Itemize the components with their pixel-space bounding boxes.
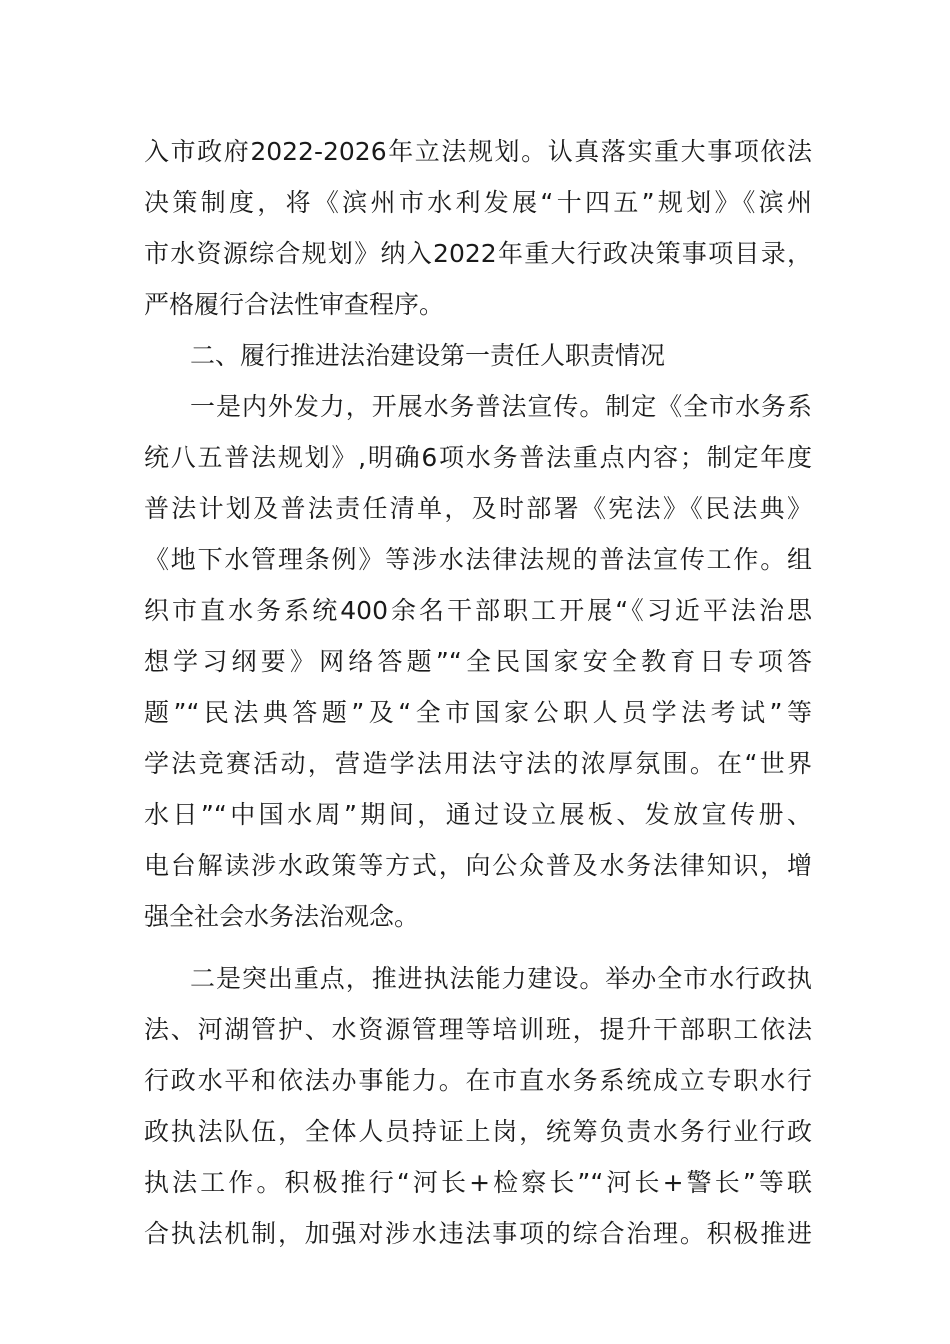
text-line: 政执法队伍，全体人员持证上岗，统筹负责水务行业行政	[144, 1117, 812, 1146]
section-heading: 二、履行推进法治建设第一责任人职责情况	[190, 341, 666, 370]
text-line: 学法竞赛活动，营造学法用法守法的浓厚氛围。在“世界	[144, 749, 812, 778]
text-line: 市水资源综合规划》纳入2022年重大行政决策事项目录，	[144, 239, 812, 268]
paragraph-spacer	[144, 942, 812, 953]
text-line: 《地下水管理条例》等涉水法律法规的普法宣传工作。组	[144, 545, 812, 574]
text-line: 法、河湖管护、水资源管理等培训班，提升干部职工依法	[144, 1015, 812, 1044]
text-line: 水日”“中国水周”期间，通过设立展板、发放宣传册、	[144, 800, 812, 829]
text-line: 普法计划及普法责任清单，及时部署《宪法》《民法典》	[144, 494, 812, 523]
text-line: 二是突出重点，推进执法能力建设。举办全市水行政执	[190, 964, 812, 993]
text-line: 织市直水务系统400余名干部职工开展“《习近平法治思	[144, 596, 812, 625]
document-body	[144, 126, 812, 1259]
text-line: 行政水平和依法办事能力。在市直水务系统成立专职水行	[144, 1066, 812, 1095]
text-line: 严格履行合法性审查程序。	[144, 290, 445, 319]
text-line: 一是内外发力，开展水务普法宣传。制定《全市水务系	[190, 392, 812, 421]
text-line: 统八五普法规划》,明确6项水务普法重点内容；制定年度	[144, 443, 812, 472]
text-line: 想学习纲要》网络答题”“全民国家安全教育日专项答	[144, 647, 812, 676]
text-line: 合执法机制，加强对涉水违法事项的综合治理。积极推进	[144, 1219, 812, 1248]
text-line: 执法工作。积极推行“河长+检察长”“河长+警长”等联	[144, 1168, 812, 1197]
text-line: 电台解读涉水政策等方式，向公众普及水务法律知识，增	[144, 851, 812, 880]
text-line: 题”“民法典答题”及“全市国家公职人员学法考试”等	[144, 698, 812, 727]
text-line: 强全社会水务法治观念。	[144, 902, 420, 931]
text-line: 入市政府2022-2026年立法规划。认真落实重大事项依法	[144, 137, 812, 166]
text-line: 决策制度，将《滨州市水利发展“十四五”规划》《滨州	[144, 188, 812, 217]
